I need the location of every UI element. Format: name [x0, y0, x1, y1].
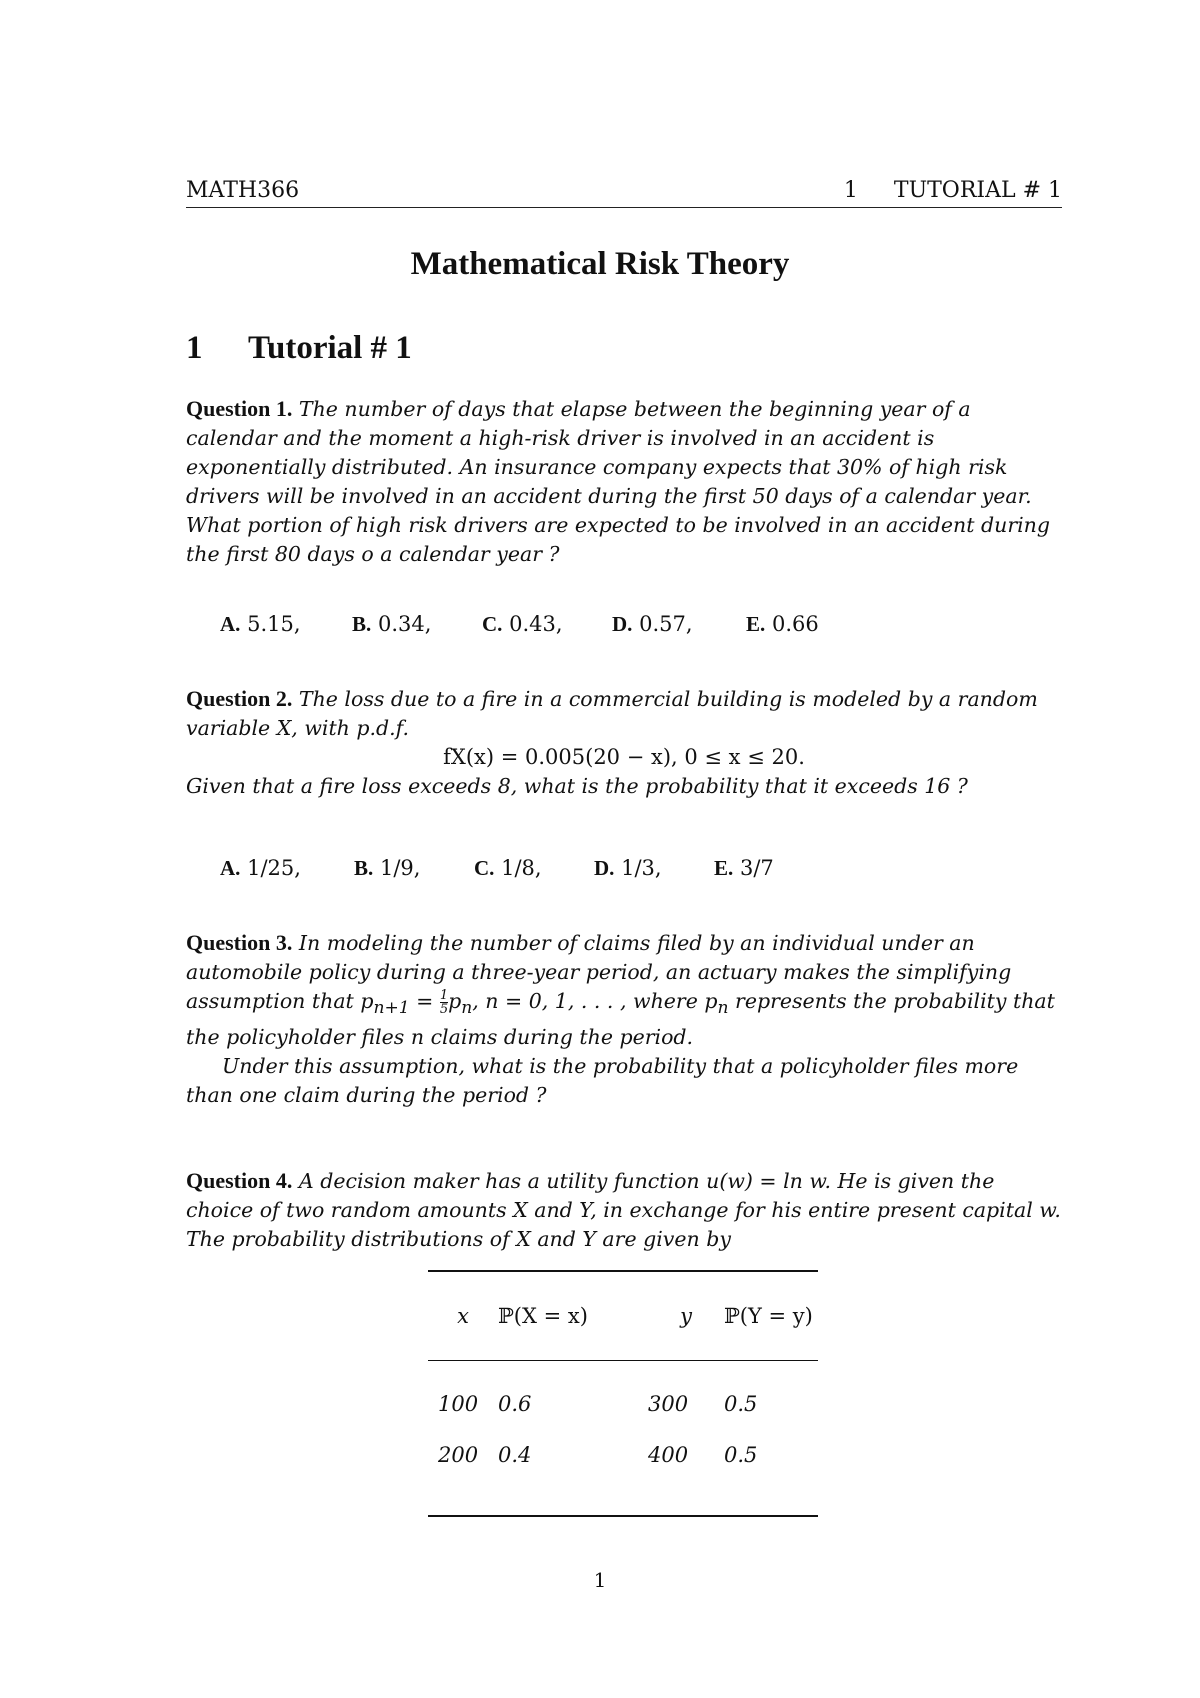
- table-cell: 0.6: [498, 1392, 532, 1416]
- table-row: [428, 1361, 818, 1434]
- question-2: [186, 684, 1062, 801]
- section-heading: [186, 330, 412, 367]
- table-cell: 200: [428, 1433, 498, 1516]
- document-title: Mathematical Risk Theory: [410, 246, 790, 282]
- table-header-cell: x: [428, 1271, 498, 1361]
- question-2-choices: [220, 856, 774, 881]
- table-cell: 0.5: [724, 1392, 758, 1416]
- distribution-table: [428, 1270, 818, 1517]
- table-header-cell: ℙ(Y = y): [724, 1271, 818, 1361]
- question-3-text-b: where: [633, 989, 698, 1013]
- question-3-prompt: Under this assumption, what is the probability that a policyholder files more than one claim during the period ?: [186, 1054, 1019, 1108]
- question-3-text-a: In modeling the number of claims filed by an individual under an automobile policy during a three-year period, an actuary makes the simplifying assumption that: [186, 931, 1012, 1013]
- recursion-formula: $p_{n+1}$ = $\frac{1}{5}$ $p_n$, n = 0, 1, . . . ,: [360, 988, 627, 1019]
- choice-c: C. 1/8,: [474, 856, 542, 880]
- table-cell: 300: [648, 1392, 689, 1416]
- table-cell: 0.5: [724, 1433, 818, 1516]
- question-2-prompt: Given that a fire loss exceeds 8, what is the probability that it exceeds 16 ?: [186, 774, 968, 798]
- table-cell: 0.4: [498, 1433, 648, 1516]
- question-4: [186, 1166, 1062, 1254]
- question-1-prompt: What portion of high risk drivers are expected to be involved in an accident during the first 80 days o a calendar year ?: [186, 513, 1051, 566]
- choice-c: C. 0.43,: [482, 612, 563, 636]
- table-row: [428, 1433, 818, 1516]
- choice-e: E. 0.66: [746, 612, 819, 636]
- choice-e: E. 3/7: [714, 856, 774, 880]
- question-1-choices: [220, 612, 819, 637]
- choice-a: A. 1/25,: [220, 856, 301, 880]
- question-4-text: A decision maker has a utility function u(w) = ln w. He is given the choice of two random amounts X and Y, in exchange for his entire present capital w. The probability distributions of X and Y are given by: [186, 1169, 1061, 1251]
- question-3-text-c: represents the probability that the policyholder files: [186, 989, 1055, 1050]
- choice-d: D. 1/3,: [594, 856, 662, 880]
- table-header-row: [428, 1271, 818, 1361]
- page-number: 1: [593, 1568, 607, 1592]
- table-cell: 100: [438, 1392, 479, 1416]
- choice-b: B. 0.34,: [352, 612, 432, 636]
- question-3-text-d: claims during the period.: [430, 1025, 694, 1050]
- running-header: [186, 178, 1062, 208]
- question-1: [186, 394, 1062, 569]
- choice-a: A. 5.15,: [220, 612, 301, 636]
- table-header-cell: y: [648, 1271, 724, 1361]
- choice-d: D. 0.57,: [612, 612, 693, 636]
- question-1-text: The number of days that elapse between the beginning year of a calendar and the moment a high-risk driver is involved in an accident is exponentially distributed. An insurance company expects that 30% of high risk drivers will be involved in an accident during the first 50 days of a calendar year.: [186, 397, 1032, 508]
- pdf-formula: fX(x) = 0.005(20 − x), 0 ≤ x ≤ 20.: [443, 745, 805, 769]
- header-section: TUTORIAL # 1: [893, 178, 1062, 203]
- question-3: Question 3. In modeling the number of claims filed by an individual under an automobile policy during a three-year period, an actuary makes the simplifying assumption that $p_{n+1}$ = $\frac{1}{5}$ $p_n$, n = 0, 1, . . . , where $p_n$ represents the probability that the policyholder files n claims during the period. Under this assumption, what is the probability that a policyholder files more than one claim during the period ?: [186, 928, 1062, 1110]
- table-header-cell: ℙ(X = x): [498, 1271, 648, 1361]
- question-1-label: Question 1.: [186, 396, 293, 421]
- question-3-label: Question 3.: [186, 930, 293, 955]
- section-title: Tutorial # 1: [248, 330, 412, 366]
- question-2-text: The loss due to a fire in a commercial building is modeled by a random variable X, with p.d.f.: [186, 687, 1038, 740]
- question-2-label: Question 2.: [186, 686, 293, 711]
- course-code: MATH366: [186, 178, 300, 203]
- section-number: 1: [186, 330, 203, 366]
- choice-b: B. 1/9,: [354, 856, 421, 880]
- question-4-label: Question 4.: [186, 1168, 293, 1193]
- table-cell: 400: [648, 1433, 724, 1516]
- header-page-number: 1: [843, 178, 858, 203]
- header-right: [844, 178, 1062, 203]
